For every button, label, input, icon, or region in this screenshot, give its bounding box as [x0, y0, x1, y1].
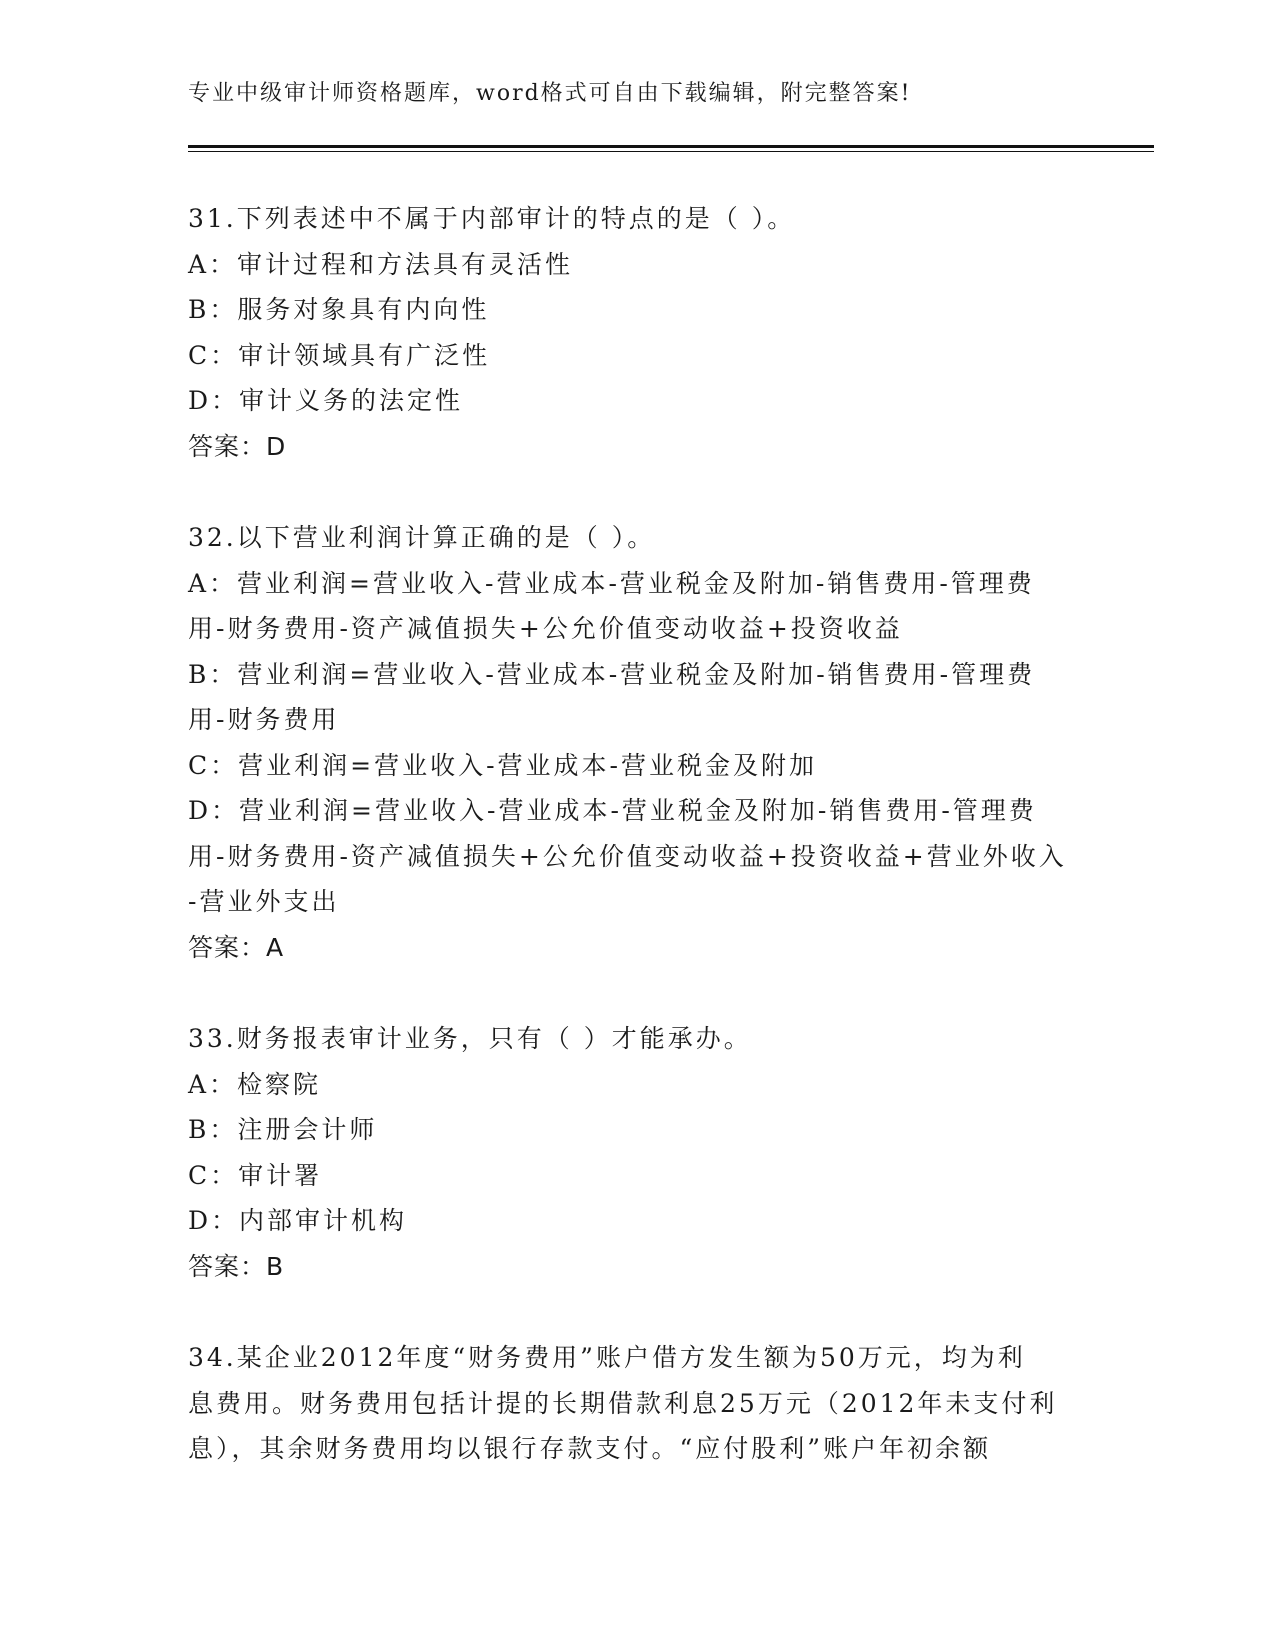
option-b: B：注册会计师 [188, 1115, 378, 1144]
spacer [188, 970, 1088, 1016]
question-stem: 34.某企业2012年度“财务费用”账户借方发生额为50万元，均为利 [188, 1343, 1026, 1372]
option-c: C：审计署 [188, 1160, 323, 1190]
option-a-continued: 用-财务费用-资产减值损失+公允价值变动收益+投资收益 [188, 614, 903, 643]
page-header: 专业中级审计师资格题库，word格式可自由下载编辑，附完整答案! [188, 81, 912, 106]
option-b-continued: 用-财务费用 [188, 705, 340, 734]
question-list [188, 196, 1088, 1472]
header-rule-thick [188, 145, 1154, 148]
option-a: A：营业利润=营业收入-营业成本-营业税金及附加-销售费用-管理费 [188, 568, 1035, 598]
question-stem: 31.下列表述中不属于内部审计的特点的是（ ）。 [188, 204, 796, 233]
answer: 答案：D [188, 431, 287, 461]
option-d-continued: 用-财务费用-资产减值损失+公允价值变动收益+投资收益+营业外收入 [188, 841, 1067, 871]
option-d-continued: -营业外支出 [188, 887, 340, 916]
option-c: C：审计领域具有广泛性 [188, 340, 491, 370]
answer: 答案：A [188, 932, 285, 962]
option-a: A：检察院 [188, 1069, 322, 1099]
question-stem: 33.财务报表审计业务，只有（ ）才能承办。 [188, 1024, 752, 1053]
spacer [188, 1289, 1088, 1335]
option-b: B：服务对象具有内向性 [188, 295, 490, 324]
option-a: A：审计过程和方法具有灵活性 [188, 249, 574, 279]
question-stem-continued: 息），其余财务费用均以银行存款支付。“应付股利”账户年初余额 [188, 1434, 992, 1463]
spacer [188, 469, 1088, 515]
answer: 答案：B [188, 1251, 285, 1281]
header-rule-thin [188, 151, 1154, 152]
question-stem: 32.以下营业利润计算正确的是（ ）。 [188, 523, 656, 552]
question-33 [188, 1016, 1088, 1289]
option-b: B：营业利润=营业收入-营业成本-营业税金及附加-销售费用-管理费 [188, 659, 1036, 689]
option-c: C：营业利润=营业收入-营业成本-营业税金及附加 [188, 750, 817, 780]
option-d: D：内部审计机构 [188, 1206, 408, 1235]
question-31 [188, 196, 1088, 469]
question-32 [188, 515, 1088, 970]
question-stem-continued: 息费用。财务费用包括计提的长期借款利息25万元（2012年未支付利 [188, 1388, 1058, 1418]
option-d: D：营业利润=营业收入-营业成本-营业税金及附加-销售费用-管理费 [188, 796, 1037, 825]
option-d: D：审计义务的法定性 [188, 386, 464, 415]
question-34 [188, 1335, 1088, 1472]
